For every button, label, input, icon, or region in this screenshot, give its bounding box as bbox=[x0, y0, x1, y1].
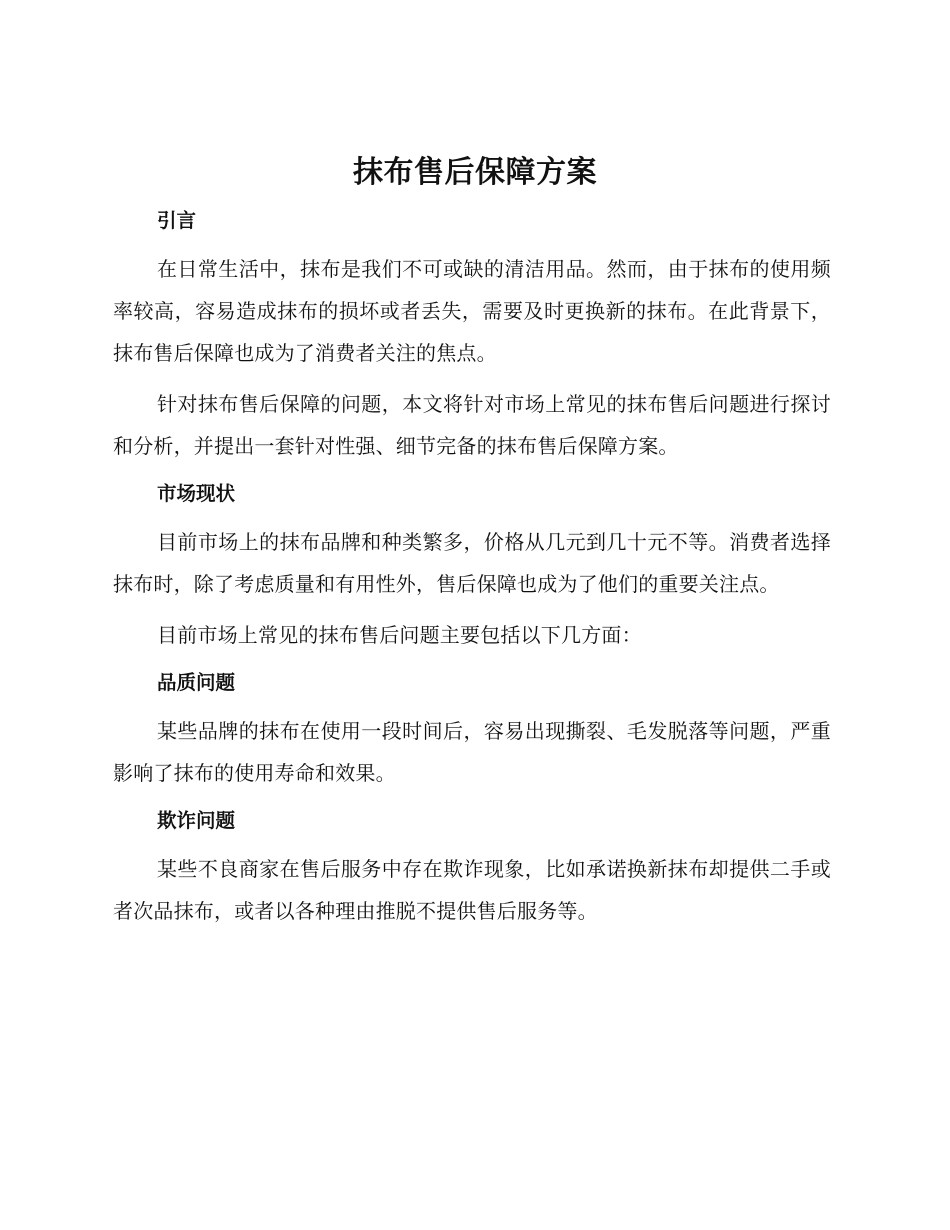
market-paragraph-1: 目前市场上的抹布品牌和种类繁多，价格从几元到几十元不等。消费者选择抹布时，除了考虑质量和有用性外，售后保障也成为了他们的重要关注点。 bbox=[113, 530, 831, 596]
intro-paragraph-2: 针对抹布售后保障的问题，本文将针对市场上常见的抹布售后问题进行探讨和分析，并提出一套针对性强、细节完备的抹布售后保障方案。 bbox=[113, 392, 831, 458]
intro-paragraph-1: 在日常生活中，抹布是我们不可或缺的清洁用品。然而，由于抹布的使用频率较高，容易造成抹布的损坏或者丢失，需要及时更换新的抹布。在此背景下，抹布售后保障也成为了消费者关注的焦点。 bbox=[113, 257, 831, 365]
section-heading-intro: 引言 bbox=[157, 209, 197, 232]
section-heading-quality: 品质问题 bbox=[157, 671, 236, 694]
market-paragraph-2: 目前市场上常见的抹布售后问题主要包括以下几方面： bbox=[157, 623, 642, 647]
quality-paragraph-1: 某些品牌的抹布在使用一段时间后，容易出现撕裂、毛发脱落等问题，严重影响了抹布的使用寿命和效果。 bbox=[113, 719, 831, 785]
document-body bbox=[113, 203, 831, 941]
document-title: 抹布售后保障方案 bbox=[353, 155, 597, 190]
fraud-paragraph-1: 某些不良商家在售后服务中存在欺诈现象，比如承诺换新抹布却提供二手或者次品抹布，或者以各种理由推脱不提供售后服务等。 bbox=[113, 857, 831, 923]
section-heading-fraud: 欺诈问题 bbox=[157, 809, 236, 832]
section-heading-market: 市场现状 bbox=[157, 482, 236, 505]
